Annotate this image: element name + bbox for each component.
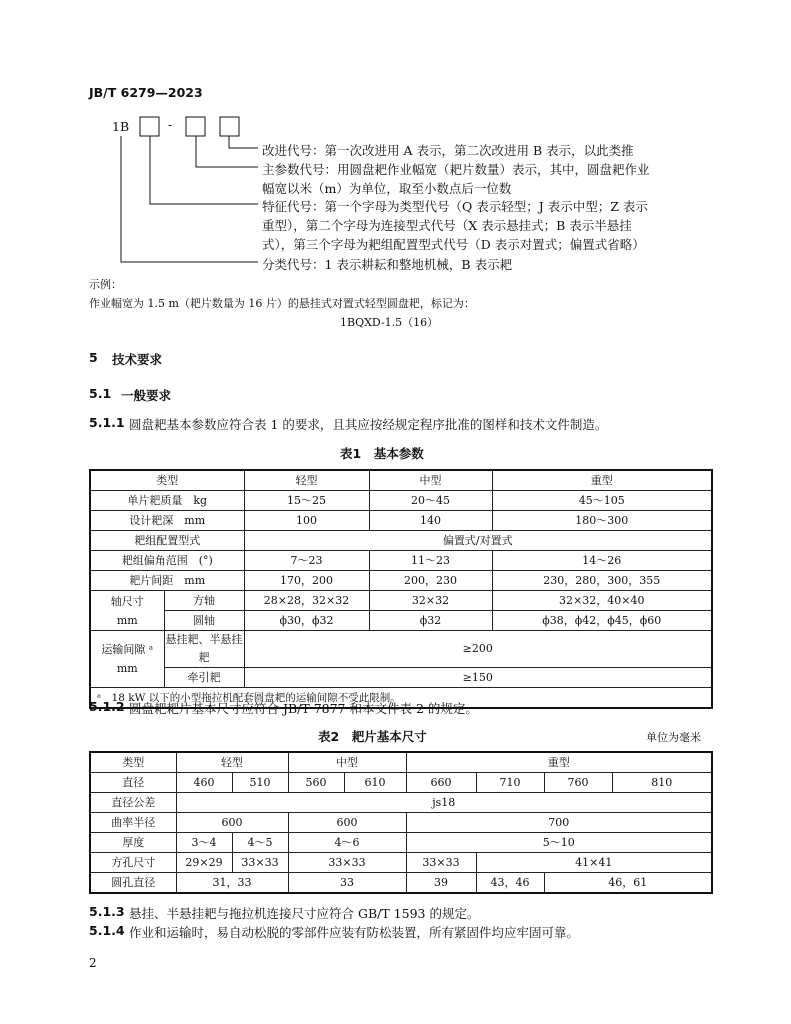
clause-5-1-2-number: 5.1.2	[89, 699, 125, 714]
page-number: 2	[89, 956, 97, 970]
table-cell: 460	[176, 773, 232, 793]
clause-5-1-2-text: 圆盘耙耙片基本尺寸应符合 JB/T 7877 和本文件表 2 的规定。	[129, 701, 478, 716]
table-row	[90, 668, 712, 688]
table-cell: 中型	[369, 470, 492, 491]
table-cell: 牵引耙	[164, 668, 244, 688]
table-cell: 圆孔直径	[90, 873, 176, 894]
table2-unit: 单位为毫米	[646, 731, 701, 744]
table-cell: 耙组配置型式	[90, 531, 244, 551]
table-cell: 46，61	[544, 873, 712, 894]
table-row	[90, 511, 712, 531]
table-cell: 方孔尺寸	[90, 853, 176, 873]
table-cell: 5～10	[406, 833, 712, 853]
table-cell: 600	[288, 813, 406, 833]
table-cell: 15～25	[244, 491, 369, 511]
table-row	[90, 571, 712, 591]
table-cell: 类型	[90, 752, 176, 773]
axle-label-line2: mm	[116, 613, 138, 627]
table-cell: 31，33	[176, 873, 288, 894]
table-cell: 3～4	[176, 833, 232, 853]
table-cell: ϕ32	[369, 611, 492, 631]
label-feature-line3: 式），第三个字母为耙组配置型式代号（D 表示对置式；偏置式省略）	[262, 237, 645, 252]
table-cell: 560	[288, 773, 344, 793]
table-cell: 重型	[406, 752, 712, 773]
table-cell: 轻型	[176, 752, 288, 773]
table-cell: 直径公差	[90, 793, 176, 813]
table-cell: 100	[244, 511, 369, 531]
table-cell: 重型	[492, 470, 712, 491]
classification-box-placeholder	[140, 117, 159, 136]
table-cell: 14～26	[492, 551, 712, 571]
table-cell: 曲率半径	[90, 813, 176, 833]
table-cell: 510	[232, 773, 288, 793]
table-cell: 200，230	[369, 571, 492, 591]
label-main-param-line1: 主参数代号：用圆盘耙作业幅宽（耙片数量）表示，其中，圆盘耙作业	[262, 162, 650, 177]
revision-box-placeholder	[220, 117, 239, 136]
table-cell: 圆轴	[164, 611, 244, 631]
table-cell: 33×33	[406, 853, 476, 873]
table-row	[90, 470, 712, 491]
designation-prefix: 1B	[112, 119, 130, 134]
document-number: JB/T 6279—2023	[89, 85, 203, 100]
table-cell: 耙组偏角范围 (°)	[90, 551, 244, 571]
table-cell: 20～45	[369, 491, 492, 511]
table-cell: 4～5	[232, 833, 288, 853]
table-cell: 7～23	[244, 551, 369, 571]
table-row	[90, 773, 712, 793]
label-main-param-line2: 幅宽以米（m）为单位，取至小数点后一位数	[262, 181, 512, 196]
table-cell: 厚度	[90, 833, 176, 853]
designation-dash: -	[168, 117, 173, 132]
section-5-1-number: 5.1	[89, 386, 112, 401]
table-row	[90, 631, 712, 668]
label-revision-code: 改进代号：第一次改进用 A 表示，第二次改进用 B 表示，以此类推	[262, 143, 634, 158]
clause-5-1-1-number: 5.1.1	[89, 415, 125, 430]
table-cell: ≥150	[244, 668, 712, 688]
table-cell: 偏置式/对置式	[244, 531, 712, 551]
table-cell: 39	[406, 873, 476, 894]
table-cell: 单片耙质量 kg	[90, 491, 244, 511]
table-cell: 170，200	[244, 571, 369, 591]
table-cell: 43，46	[476, 873, 544, 894]
table-cell: 类型	[90, 470, 244, 491]
transport-label-line1: 运输间隙 ᵃ	[101, 643, 154, 656]
table-cell: 230，280，300，355	[492, 571, 712, 591]
table-row	[90, 531, 712, 551]
table-row	[90, 873, 712, 894]
table2-disc-dimensions	[89, 751, 713, 894]
table-cell: 32×32	[369, 591, 492, 611]
example-code: 1BQXD-1.5（16）	[340, 316, 439, 329]
table-cell: 810	[612, 773, 712, 793]
section-5-1-title: 一般要求	[121, 388, 172, 403]
table-cell: 660	[406, 773, 476, 793]
table-row	[90, 853, 712, 873]
table1-caption: 表1 基本参数	[340, 446, 424, 461]
table-cell: 33	[288, 873, 406, 894]
example-label: 示例：	[89, 278, 122, 291]
table-cell: 760	[544, 773, 612, 793]
table-cell: ϕ38，ϕ42，ϕ45，ϕ60	[492, 611, 712, 631]
table-cell: 600	[176, 813, 288, 833]
axle-label-line1: 轴尺寸	[110, 594, 144, 608]
table-row	[90, 611, 712, 631]
param-box-placeholder	[186, 117, 205, 136]
table-cell: 140	[369, 511, 492, 531]
label-feature-line1: 特征代号：第一个字母为类型代号（Q 表示轻型；J 表示中型；Z 表示	[262, 199, 648, 214]
table-row	[90, 591, 712, 611]
table1-footnote: ᵃ 18 kW 以下的小型拖拉机配套圆盘耙的运输间隙不受此限制。	[90, 688, 712, 709]
table-cell: 32×32，40×40	[492, 591, 712, 611]
section-5-title: 技术要求	[112, 352, 163, 367]
table-cell	[90, 591, 164, 631]
table-cell: 33×33	[232, 853, 288, 873]
table-row	[90, 813, 712, 833]
clause-5-1-3-number: 5.1.3	[89, 904, 125, 919]
table-row	[90, 752, 712, 773]
table2-caption: 表2 耙片基本尺寸	[318, 729, 427, 744]
transport-label-line2: mm	[116, 662, 138, 675]
clause-5-1-3-text: 悬挂、半悬挂耙与拖拉机连接尺寸应符合 GB/T 1593 的规定。	[129, 906, 480, 921]
table-cell: 中型	[288, 752, 406, 773]
table-cell: 33×33	[288, 853, 406, 873]
table-cell: 悬挂耙、半悬挂耙	[164, 631, 244, 668]
example-text: 作业幅宽为 1.5 m（耙片数量为 16 片）的悬挂式对置式轻型圆盘耙，标记为：	[89, 297, 475, 310]
clause-5-1-4-number: 5.1.4	[89, 923, 125, 938]
table-cell	[90, 631, 164, 688]
table-cell: 方轴	[164, 591, 244, 611]
table1-basic-parameters	[89, 469, 713, 709]
table-row	[90, 491, 712, 511]
table-cell: 耙片间距 mm	[90, 571, 244, 591]
table-cell: 28×28，32×32	[244, 591, 369, 611]
table-cell: 610	[344, 773, 406, 793]
table-cell: 4～6	[288, 833, 406, 853]
label-feature-line2: 重型），第二个字母为连接型式代号（X 表示悬挂式；B 表示半悬挂	[262, 218, 632, 233]
label-classification: 分类代号：1 表示耕耘和整地机械，B 表示耙	[262, 257, 513, 272]
table-row	[90, 833, 712, 853]
section-5-number: 5	[89, 350, 98, 365]
table-cell: js18	[176, 793, 712, 813]
table-cell: 180～300	[492, 511, 712, 531]
clause-5-1-1-text: 圆盘耙基本参数应符合表 1 的要求，且其应按经规定程序批准的图样和技术文件制造。	[129, 417, 608, 432]
table-cell: 设计耙深 mm	[90, 511, 244, 531]
clause-5-1-4-text: 作业和运输时，易自动松脱的零部件应装有防松装置，所有紧固件均应牢固可靠。	[129, 925, 580, 940]
table-cell: 710	[476, 773, 544, 793]
table-cell: 29×29	[176, 853, 232, 873]
table-cell: ϕ30，ϕ32	[244, 611, 369, 631]
table-cell: 700	[406, 813, 712, 833]
table-row	[90, 793, 712, 813]
table-cell: 11～23	[369, 551, 492, 571]
table-cell: ≥200	[244, 631, 712, 668]
table-cell: 轻型	[244, 470, 369, 491]
table-cell: 45～105	[492, 491, 712, 511]
table-cell: 41×41	[476, 853, 712, 873]
table-cell: 直径	[90, 773, 176, 793]
table-row	[90, 551, 712, 571]
